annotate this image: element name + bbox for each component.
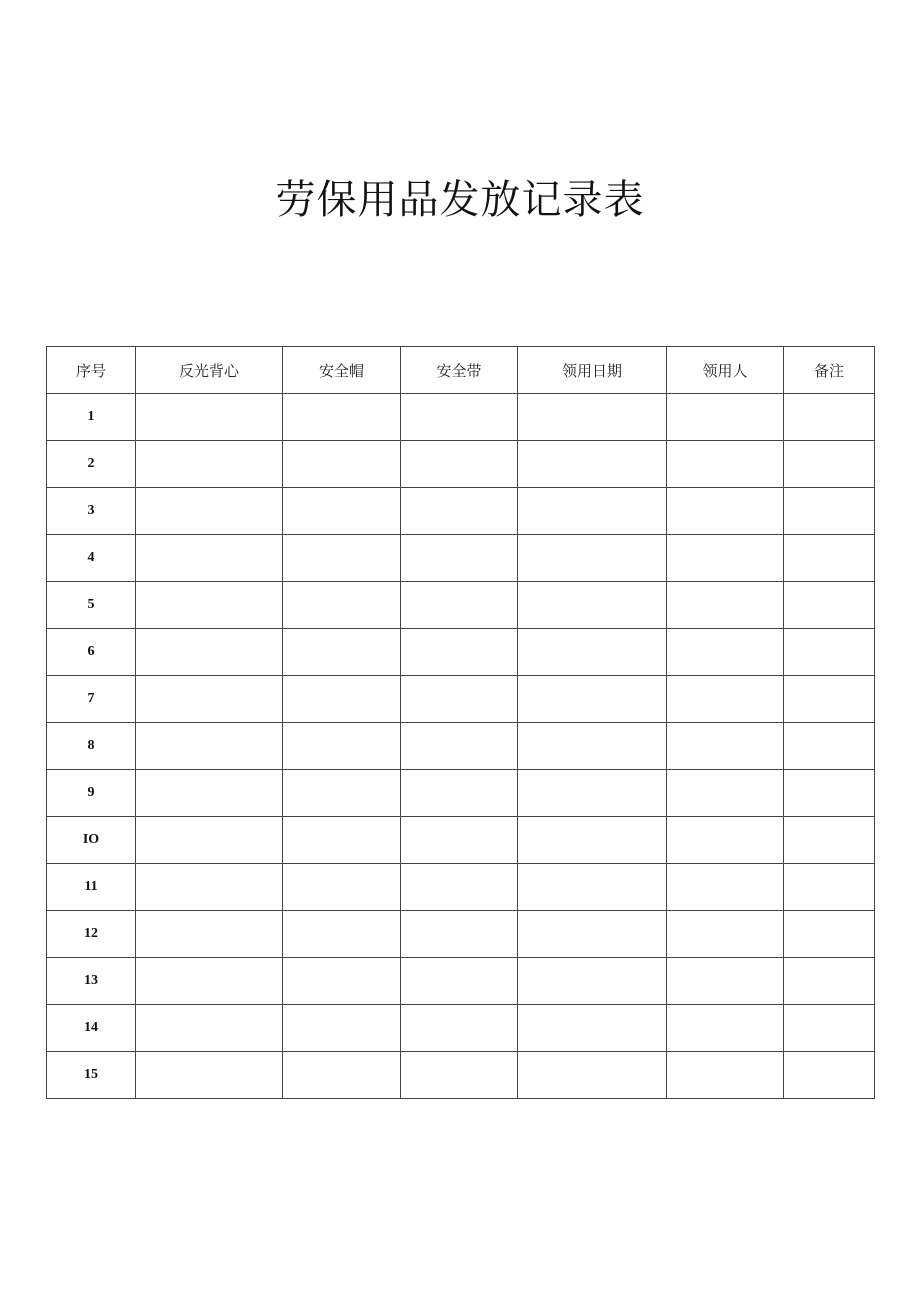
seq-cell: IO xyxy=(47,817,136,864)
safety-helmet-cell xyxy=(283,911,401,958)
table-row xyxy=(47,911,875,958)
recipient-cell xyxy=(667,488,784,535)
receive-date-cell xyxy=(518,394,667,441)
reflective-vest-cell xyxy=(136,817,283,864)
safety-belt-cell xyxy=(401,535,518,582)
table-row xyxy=(47,488,875,535)
receive-date-cell xyxy=(518,676,667,723)
recipient-cell xyxy=(667,441,784,488)
reflective-vest-cell xyxy=(136,441,283,488)
page-title: 劳保用品发放记录表 xyxy=(275,177,645,223)
recipient-cell xyxy=(667,1052,784,1099)
header-reflective-vest: 反光背心 xyxy=(136,347,283,394)
recipient-cell xyxy=(667,911,784,958)
table-row xyxy=(47,441,875,488)
table-row xyxy=(47,723,875,770)
reflective-vest-cell xyxy=(136,1052,283,1099)
safety-helmet-cell xyxy=(283,488,401,535)
safety-belt-cell xyxy=(401,629,518,676)
reflective-vest-cell xyxy=(136,394,283,441)
header-remarks: 备注 xyxy=(784,347,875,394)
safety-helmet-cell xyxy=(283,582,401,629)
remarks-cell xyxy=(784,817,875,864)
seq-cell: 11 xyxy=(47,864,136,911)
reflective-vest-cell xyxy=(136,582,283,629)
safety-belt-cell xyxy=(401,394,518,441)
safety-helmet-cell xyxy=(283,535,401,582)
remarks-cell xyxy=(784,394,875,441)
remarks-cell xyxy=(784,723,875,770)
safety-helmet-cell xyxy=(283,441,401,488)
receive-date-cell xyxy=(518,723,667,770)
recipient-cell xyxy=(667,582,784,629)
record-table xyxy=(46,346,875,1099)
safety-helmet-cell xyxy=(283,770,401,817)
reflective-vest-cell xyxy=(136,1005,283,1052)
header-row xyxy=(47,347,875,394)
seq-cell: 7 xyxy=(47,676,136,723)
table-row xyxy=(47,770,875,817)
table-row xyxy=(47,864,875,911)
safety-belt-cell xyxy=(401,911,518,958)
recipient-cell xyxy=(667,770,784,817)
safety-helmet-cell xyxy=(283,958,401,1005)
table-body xyxy=(47,394,875,1099)
reflective-vest-cell xyxy=(136,676,283,723)
safety-helmet-cell xyxy=(283,1005,401,1052)
reflective-vest-cell xyxy=(136,629,283,676)
remarks-cell xyxy=(784,1052,875,1099)
receive-date-cell xyxy=(518,629,667,676)
recipient-cell xyxy=(667,864,784,911)
table-row xyxy=(47,958,875,1005)
safety-belt-cell xyxy=(401,864,518,911)
safety-belt-cell xyxy=(401,488,518,535)
receive-date-cell xyxy=(518,535,667,582)
seq-cell: 13 xyxy=(47,958,136,1005)
header-safety-belt: 安全带 xyxy=(401,347,518,394)
receive-date-cell xyxy=(518,441,667,488)
reflective-vest-cell xyxy=(136,535,283,582)
recipient-cell xyxy=(667,394,784,441)
header-recipient: 领用人 xyxy=(667,347,784,394)
safety-belt-cell xyxy=(401,770,518,817)
receive-date-cell xyxy=(518,911,667,958)
recipient-cell xyxy=(667,958,784,1005)
recipient-cell xyxy=(667,723,784,770)
receive-date-cell xyxy=(518,958,667,1005)
safety-helmet-cell xyxy=(283,676,401,723)
recipient-cell xyxy=(667,535,784,582)
remarks-cell xyxy=(784,676,875,723)
remarks-cell xyxy=(784,864,875,911)
seq-cell: 12 xyxy=(47,911,136,958)
reflective-vest-cell xyxy=(136,723,283,770)
safety-belt-cell xyxy=(401,817,518,864)
seq-cell: 2 xyxy=(47,441,136,488)
seq-cell: 15 xyxy=(47,1052,136,1099)
safety-belt-cell xyxy=(401,1052,518,1099)
safety-helmet-cell xyxy=(283,629,401,676)
table-row xyxy=(47,817,875,864)
table-row xyxy=(47,1052,875,1099)
remarks-cell xyxy=(784,1005,875,1052)
safety-helmet-cell xyxy=(283,817,401,864)
reflective-vest-cell xyxy=(136,864,283,911)
recipient-cell xyxy=(667,676,784,723)
safety-belt-cell xyxy=(401,582,518,629)
recipient-cell xyxy=(667,629,784,676)
table-row xyxy=(47,1005,875,1052)
remarks-cell xyxy=(784,911,875,958)
seq-cell: 8 xyxy=(47,723,136,770)
table-row xyxy=(47,394,875,441)
recipient-cell xyxy=(667,1005,784,1052)
remarks-cell xyxy=(784,582,875,629)
remarks-cell xyxy=(784,629,875,676)
safety-belt-cell xyxy=(401,723,518,770)
safety-belt-cell xyxy=(401,958,518,1005)
receive-date-cell xyxy=(518,770,667,817)
seq-cell: 9 xyxy=(47,770,136,817)
safety-helmet-cell xyxy=(283,864,401,911)
seq-cell: 4 xyxy=(47,535,136,582)
header-safety-helmet: 安全帽 xyxy=(283,347,401,394)
remarks-cell xyxy=(784,488,875,535)
remarks-cell xyxy=(784,958,875,1005)
recipient-cell xyxy=(667,817,784,864)
table-row xyxy=(47,629,875,676)
remarks-cell xyxy=(784,441,875,488)
header-receive-date: 领用日期 xyxy=(518,347,667,394)
safety-belt-cell xyxy=(401,441,518,488)
receive-date-cell xyxy=(518,582,667,629)
receive-date-cell xyxy=(518,817,667,864)
reflective-vest-cell xyxy=(136,770,283,817)
seq-cell: 6 xyxy=(47,629,136,676)
safety-belt-cell xyxy=(401,1005,518,1052)
reflective-vest-cell xyxy=(136,911,283,958)
receive-date-cell xyxy=(518,1005,667,1052)
receive-date-cell xyxy=(518,864,667,911)
safety-helmet-cell xyxy=(283,394,401,441)
safety-helmet-cell xyxy=(283,1052,401,1099)
safety-helmet-cell xyxy=(283,723,401,770)
receive-date-cell xyxy=(518,488,667,535)
table-row xyxy=(47,676,875,723)
remarks-cell xyxy=(784,770,875,817)
safety-belt-cell xyxy=(401,676,518,723)
reflective-vest-cell xyxy=(136,488,283,535)
seq-cell: 1 xyxy=(47,394,136,441)
remarks-cell xyxy=(784,535,875,582)
seq-cell: 5 xyxy=(47,582,136,629)
reflective-vest-cell xyxy=(136,958,283,1005)
seq-cell: 3 xyxy=(47,488,136,535)
table-row xyxy=(47,535,875,582)
header-seq: 序号 xyxy=(47,347,136,394)
seq-cell: 14 xyxy=(47,1005,136,1052)
table-row xyxy=(47,582,875,629)
receive-date-cell xyxy=(518,1052,667,1099)
